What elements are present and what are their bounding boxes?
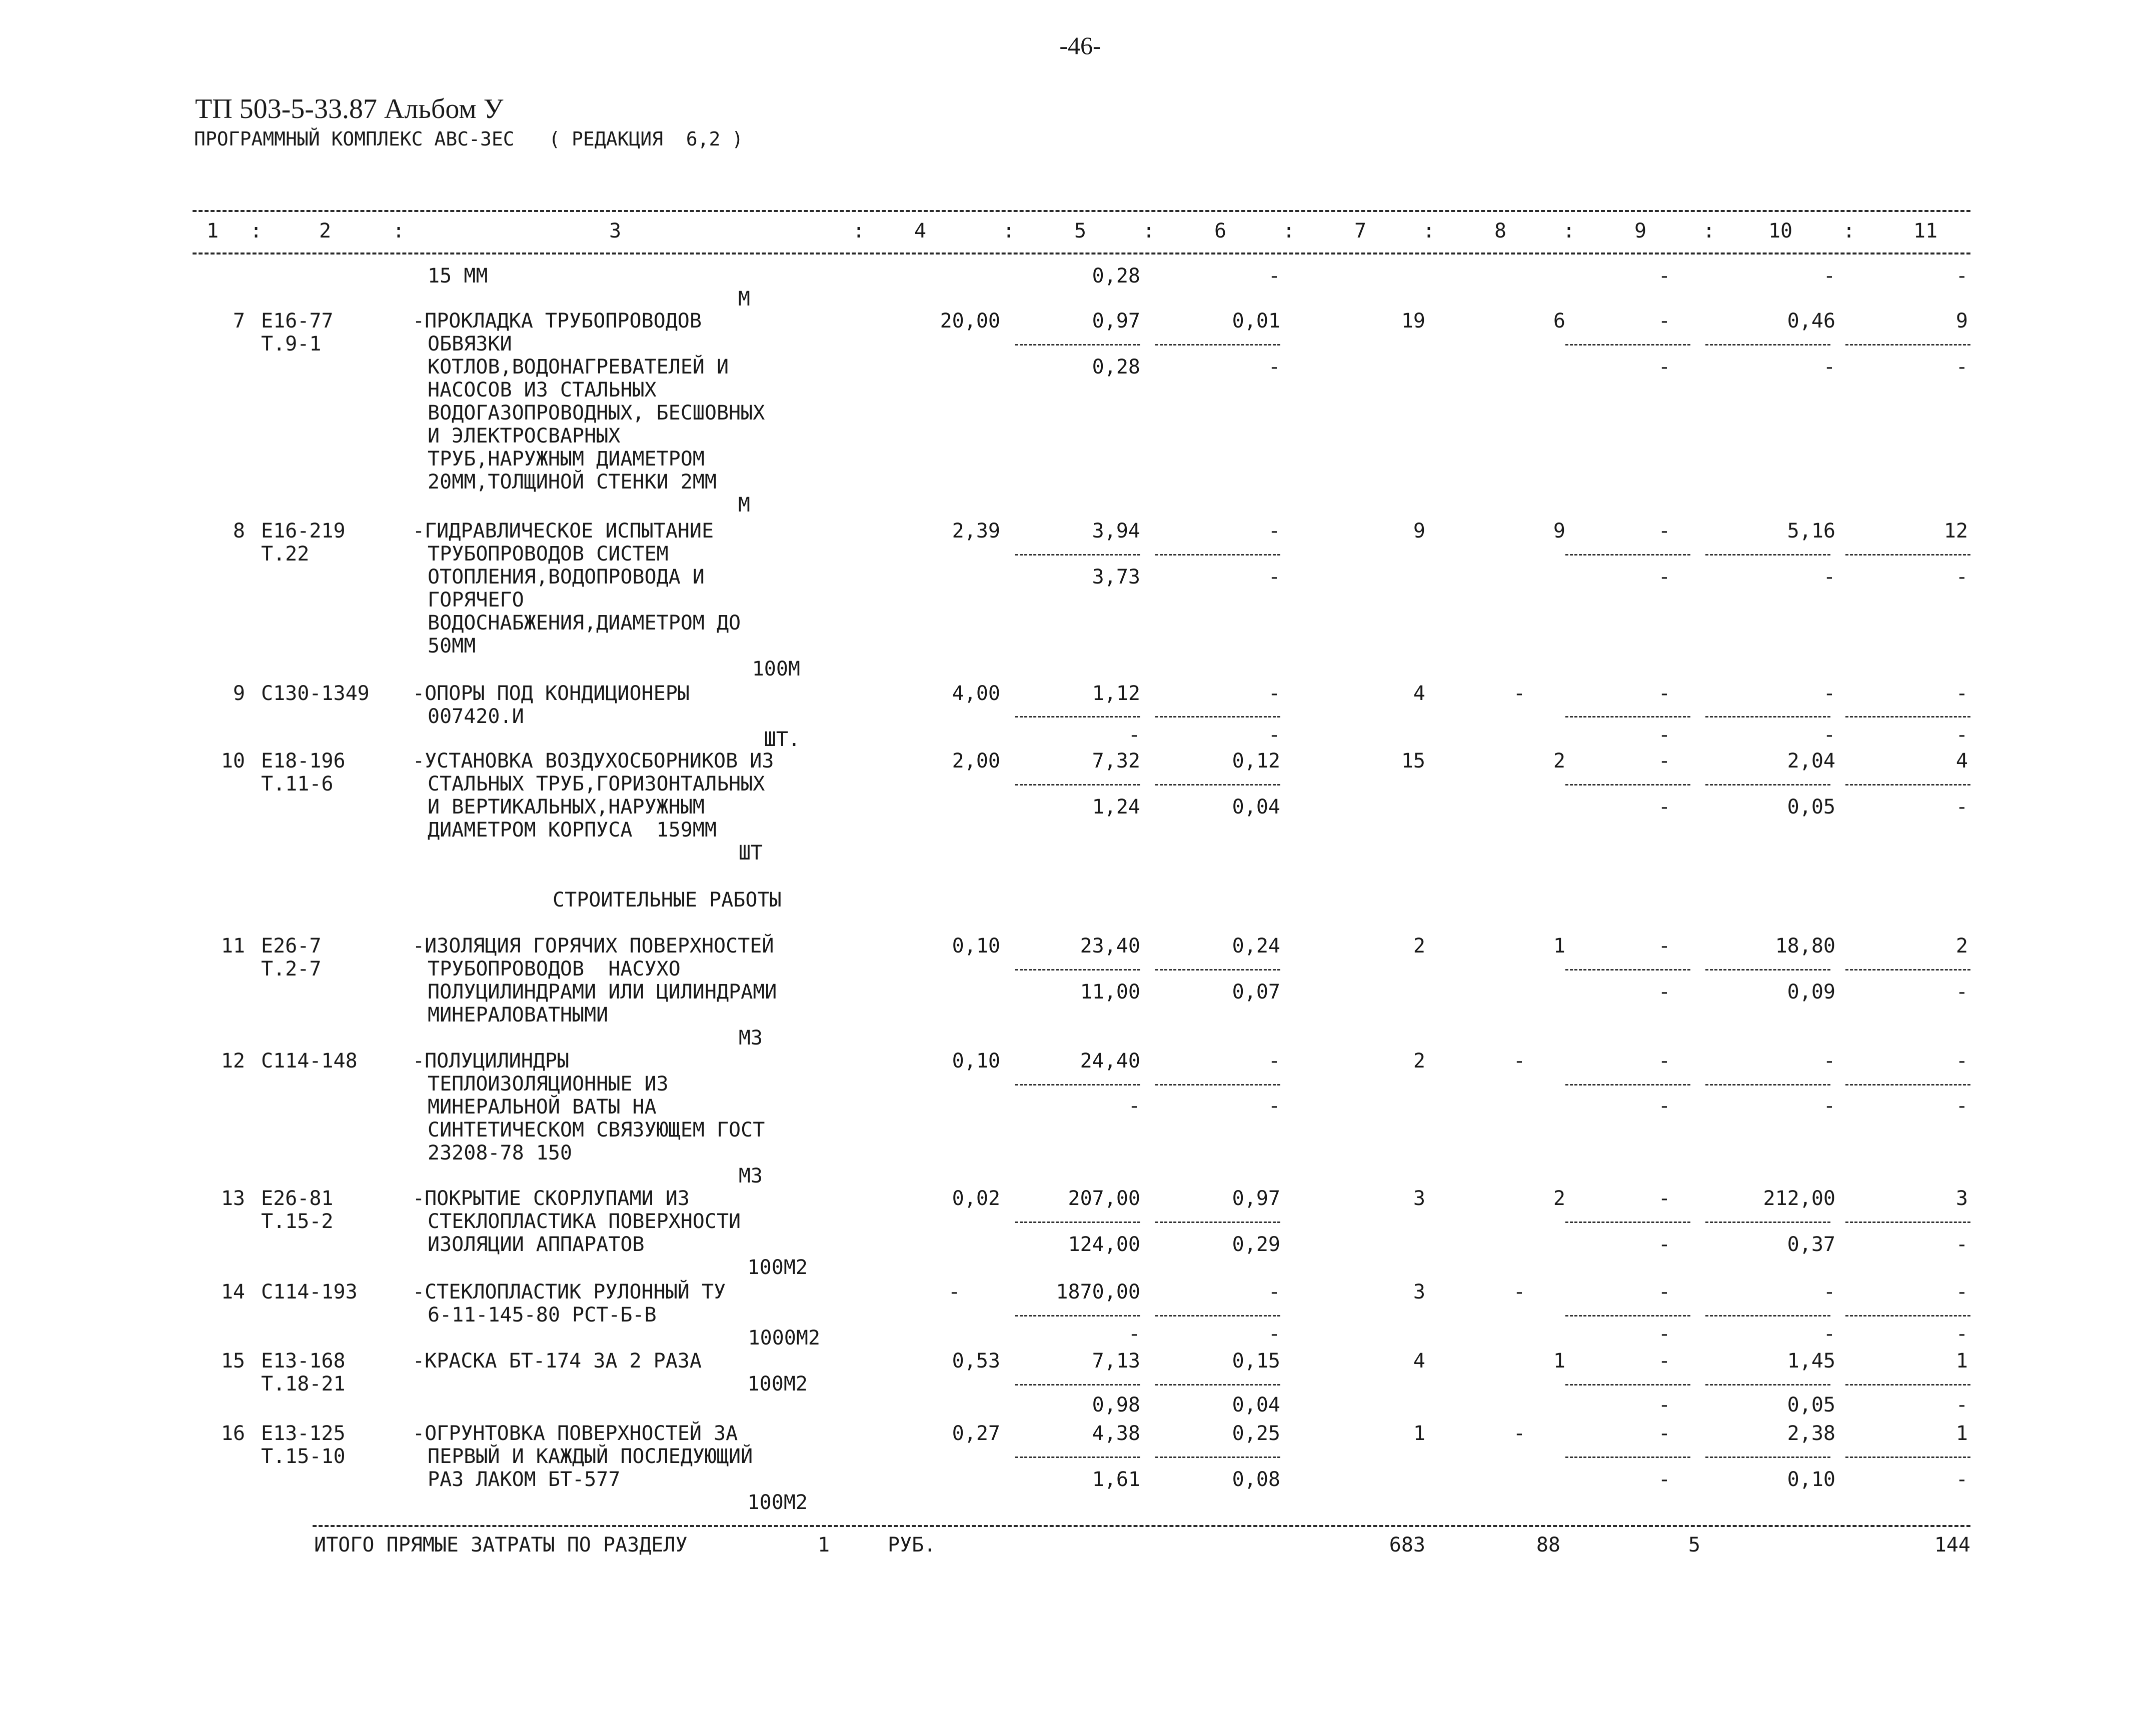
item-unit: М3 <box>738 1026 763 1050</box>
item-code: Т.9-1 <box>261 332 322 356</box>
cell-divider <box>1155 1315 1280 1316</box>
cell-col10: 0,46 <box>1787 310 1835 332</box>
cell-divider <box>1705 969 1830 970</box>
cell-divider <box>1845 1222 1970 1223</box>
cell-divider <box>1155 1084 1280 1086</box>
cell-col9: - <box>1658 1322 1670 1346</box>
cell-col4: 0,27 <box>952 1422 1000 1445</box>
cell-divider <box>1845 344 1970 346</box>
cell-col7: 3 <box>1413 1280 1425 1304</box>
cell-col5: 1,12 <box>1092 682 1140 705</box>
cell-col10: 212,00 <box>1763 1187 1835 1210</box>
cell-divider <box>1845 1315 1970 1316</box>
item-description-line: -СТЕКЛОПЛАСТИК РУЛОННЫЙ ТУ <box>413 1280 726 1304</box>
cell-col10: - <box>1823 566 1835 588</box>
cell-col5: 1,24 <box>1092 796 1140 818</box>
cell-divider <box>1565 1222 1690 1223</box>
cell-divider <box>1015 1315 1140 1316</box>
cell-col5: 0,28 <box>1092 356 1140 378</box>
cell-col6: 0,01 <box>1232 310 1280 332</box>
item-description-line: МИНЕРАЛЬНОЙ ВАТЫ НА <box>428 1096 657 1118</box>
header-top-rule <box>193 210 1970 212</box>
item-description-line: ВОДОГАЗОПРОВОДНЫХ, БЕСШОВНЫХ <box>428 402 765 424</box>
cell-col10: 0,05 <box>1787 796 1835 818</box>
item-code: Е18-196 <box>261 750 346 772</box>
cell-col7: 4 <box>1413 682 1425 705</box>
cell-col10: - <box>1823 724 1835 746</box>
cell-col7: 4 <box>1413 1350 1425 1372</box>
cell-divider <box>1705 1456 1830 1458</box>
cell-col4: 0,53 <box>952 1350 1000 1372</box>
cell-col11: - <box>1955 1322 1968 1346</box>
column-separator: : <box>250 220 263 242</box>
item-unit: ШТ <box>738 842 763 864</box>
cell-col6: 0,24 <box>1232 934 1280 958</box>
item-description-line: И ВЕРТИКАЛЬНЫХ,НАРУЖНЫМ <box>428 796 705 818</box>
cell-col11: - <box>1955 1050 1968 1072</box>
cell-divider <box>1015 344 1140 346</box>
cell-col10: 0,10 <box>1787 1468 1835 1491</box>
cell-col11: - <box>1955 980 1968 1004</box>
cell-col6: 0,08 <box>1232 1468 1280 1491</box>
cell-col5: 3,73 <box>1092 566 1140 588</box>
cell-col4: 0,10 <box>952 1050 1000 1072</box>
item-unit: 1000М2 <box>748 1326 820 1350</box>
item-description-line: ВОДОСНАБЖЕНИЯ,ДИАМЕТРОМ ДО <box>428 612 741 634</box>
cell-divider <box>1845 554 1970 556</box>
totals-col7: 683 <box>1389 1534 1425 1556</box>
column-separator: : <box>1283 220 1295 242</box>
cell-col10: 5,16 <box>1787 520 1835 542</box>
cell-col6: - <box>1268 356 1280 378</box>
cell-divider <box>1845 784 1970 786</box>
cell-divider <box>1705 784 1830 786</box>
cell-col6: 0,15 <box>1232 1350 1280 1372</box>
cell-col5: 11,00 <box>1080 980 1140 1004</box>
item-unit: М3 <box>738 1164 763 1188</box>
cell-col4: 0,10 <box>952 934 1000 958</box>
cell-col5: 0,98 <box>1092 1394 1140 1416</box>
cell-col11: - <box>1955 264 1968 288</box>
item-description-line: ОБВЯЗКИ <box>428 332 512 356</box>
cell-divider <box>1015 1456 1140 1458</box>
item-code: Е13-125 <box>261 1422 346 1445</box>
cell-col8: 2 <box>1553 750 1565 772</box>
cell-divider <box>1705 344 1830 346</box>
cell-divider <box>1845 969 1970 970</box>
page-number: -46- <box>1059 32 1101 60</box>
cell-divider <box>1015 554 1140 556</box>
cell-col5: 7,32 <box>1092 750 1140 772</box>
cell-col8: - <box>1513 1422 1525 1445</box>
cell-col6: 0,07 <box>1232 980 1280 1004</box>
cell-col9: - <box>1658 520 1670 542</box>
column-header-6: 6 <box>1214 220 1227 242</box>
item-description-line: ТРУБ,НАРУЖНЫМ ДИАМЕТРОМ <box>428 448 705 470</box>
item-code: Е16-219 <box>261 520 346 542</box>
item-description-line: ТРУБОПРОВОДОВ СИСТЕМ <box>428 542 669 566</box>
cell-divider <box>1705 1315 1830 1316</box>
column-header-3: 3 <box>609 220 622 242</box>
item-description-line: -ГИДРАВЛИЧЕСКОЕ ИСПЫТАНИЕ <box>413 520 714 542</box>
cell-col8: 9 <box>1553 520 1565 542</box>
cell-col11: 3 <box>1955 1187 1968 1210</box>
cell-col4: 4,00 <box>952 682 1000 705</box>
cell-divider <box>1565 716 1690 718</box>
item-code: С114-148 <box>261 1050 358 1072</box>
column-separator: : <box>393 220 405 242</box>
cell-col11: - <box>1955 724 1968 746</box>
item-unit: 100М <box>752 658 800 680</box>
cell-col6: - <box>1268 264 1280 288</box>
item-code: Т.22 <box>261 542 310 566</box>
item-description-line: НАСОСОВ ИЗ СТАЛЬНЫХ <box>428 378 657 402</box>
cell-col8: 6 <box>1553 310 1565 332</box>
cell-col9: - <box>1658 1187 1670 1210</box>
cell-col9: - <box>1658 934 1670 958</box>
item-description-line: 6-11-145-80 РСТ-Б-В <box>428 1304 657 1326</box>
cell-col6: - <box>1268 1094 1280 1118</box>
item-description-line: ГОРЯЧЕГО <box>428 588 524 612</box>
cell-col5: 3,94 <box>1092 520 1140 542</box>
cell-divider <box>1155 554 1280 556</box>
cell-col6: - <box>1268 520 1280 542</box>
column-header-10: 10 <box>1768 220 1793 242</box>
column-separator: : <box>1563 220 1575 242</box>
item-description-line: ПЕРВЫЙ И КАЖДЫЙ ПОСЛЕДУЮЩИЙ <box>428 1445 753 1468</box>
item-description-line: -УСТАНОВКА ВОЗДУХОСБОРНИКОВ ИЗ <box>413 750 774 772</box>
item-code: Е13-168 <box>261 1350 346 1372</box>
cell-col9: - <box>1658 1050 1670 1072</box>
item-description-line: ПОЛУЦИЛИНДРАМИ ИЛИ ЦИЛИНДРАМИ <box>428 980 777 1004</box>
item-description-line: ОТОПЛЕНИЯ,ВОДОПРОВОДА И <box>428 566 705 588</box>
cell-col5: 24,40 <box>1080 1050 1140 1072</box>
cell-col10: - <box>1823 1280 1835 1304</box>
cell-col6: - <box>1268 566 1280 588</box>
cell-divider <box>1155 784 1280 786</box>
cell-divider <box>1705 1222 1830 1223</box>
row-number: 14 <box>221 1280 245 1304</box>
cell-col9: - <box>1658 750 1670 772</box>
cell-col8: 1 <box>1553 1350 1565 1372</box>
totals-col9: 5 <box>1688 1534 1700 1556</box>
cell-col9: - <box>1658 1394 1670 1416</box>
cell-divider <box>1845 716 1970 718</box>
cell-col8: 1 <box>1553 934 1565 958</box>
cell-divider <box>1155 969 1280 970</box>
cell-col4: 20,00 <box>940 310 1000 332</box>
cell-divider <box>1565 1084 1690 1086</box>
cell-col7: 1 <box>1413 1422 1425 1445</box>
item-code: Т.18-21 <box>261 1372 346 1396</box>
item-description-line: ТЕПЛОИЗОЛЯЦИОННЫЕ ИЗ <box>428 1072 669 1096</box>
cell-col9: - <box>1658 356 1670 378</box>
item-description-line: 20ММ,ТОЛЩИНОЙ СТЕНКИ 2ММ <box>428 470 717 494</box>
row-number: 15 <box>221 1350 245 1372</box>
cell-col11: - <box>1955 682 1968 705</box>
cell-col9: - <box>1658 980 1670 1004</box>
cell-col10: - <box>1823 1322 1835 1346</box>
column-separator: : <box>1143 220 1155 242</box>
totals-section-number: 1 <box>818 1534 830 1556</box>
cell-col9: - <box>1658 1280 1670 1304</box>
cell-col5: 124,00 <box>1068 1233 1140 1256</box>
cell-divider <box>1565 784 1690 786</box>
cell-col5: 0,97 <box>1092 310 1140 332</box>
totals-col8: 88 <box>1536 1534 1560 1556</box>
item-code: Т.2-7 <box>261 958 322 980</box>
column-header-5: 5 <box>1074 220 1087 242</box>
item-description-line: ТРУБОПРОВОДОВ НАСУХО <box>428 958 681 980</box>
cell-col10: 1,45 <box>1787 1350 1835 1372</box>
cell-col11: - <box>1955 1280 1968 1304</box>
item-unit: 100М2 <box>747 1491 808 1514</box>
item-description-line: ДИАМЕТРОМ КОРПУСА 159ММ <box>428 818 717 842</box>
column-separator: : <box>1843 220 1855 242</box>
cell-col8: - <box>1513 682 1525 705</box>
column-header-11: 11 <box>1913 220 1938 242</box>
cell-col9: - <box>1658 310 1670 332</box>
cell-col10: - <box>1823 356 1835 378</box>
cell-col5: 23,40 <box>1080 934 1140 958</box>
cell-col10: - <box>1823 682 1835 705</box>
cell-col10: 2,04 <box>1787 750 1835 772</box>
item-unit: ШТ. <box>764 728 800 751</box>
item-description-line: МИНЕРАЛОВАТНЫМИ <box>428 1004 609 1026</box>
item-description-line: 15 ММ <box>428 264 488 288</box>
cell-divider <box>1015 1084 1140 1086</box>
item-description-line: -ПРОКЛАДКА ТРУБОПРОВОДОВ <box>413 310 702 332</box>
item-description-line: -ИЗОЛЯЦИЯ ГОРЯЧИХ ПОВЕРХНОСТЕЙ <box>413 934 774 958</box>
cell-col5: - <box>1128 1322 1140 1346</box>
cell-divider <box>1015 784 1140 786</box>
item-code: Е26-81 <box>261 1187 334 1210</box>
cell-divider <box>1565 1384 1690 1386</box>
cell-col6: 0,12 <box>1232 750 1280 772</box>
cell-col9: - <box>1658 1233 1670 1256</box>
item-description-line: ИЗОЛЯЦИИ АППАРАТОВ <box>428 1233 645 1256</box>
cell-divider <box>1565 344 1690 346</box>
item-description-line: -ПОКРЫТИЕ СКОРЛУПАМИ ИЗ <box>413 1187 690 1210</box>
cell-col9: - <box>1658 1422 1670 1445</box>
column-separator: : <box>1703 220 1715 242</box>
totals-currency: РУБ. <box>888 1534 936 1556</box>
cell-col10: - <box>1823 1050 1835 1072</box>
cell-col7: 2 <box>1413 1050 1425 1072</box>
cell-col11: 1 <box>1955 1350 1968 1372</box>
cell-col7: 15 <box>1401 750 1425 772</box>
cell-divider <box>1565 969 1690 970</box>
item-description-line: -ОПОРЫ ПОД КОНДИЦИОНЕРЫ <box>413 682 690 705</box>
cell-divider <box>1155 716 1280 718</box>
cell-divider <box>1565 1315 1690 1316</box>
cell-divider <box>1845 1456 1970 1458</box>
row-number: 8 <box>233 520 245 542</box>
column-separator: : <box>853 220 865 242</box>
cell-col11: - <box>1955 1233 1968 1256</box>
cell-col10: 0,37 <box>1787 1233 1835 1256</box>
cell-col11: - <box>1955 356 1968 378</box>
column-separator: : <box>1003 220 1015 242</box>
cell-col11: - <box>1955 1094 1968 1118</box>
cell-col4: 2,00 <box>952 750 1000 772</box>
cell-col5: - <box>1128 1094 1140 1118</box>
item-description-line: -ПОЛУЦИЛИНДРЫ <box>413 1050 570 1072</box>
document-title: ТП 503-5-33.87 Альбом У <box>195 94 504 124</box>
cell-col11: - <box>1955 566 1968 588</box>
totals-label: ИТОГО ПРЯМЫЕ ЗАТРАТЫ ПО РАЗДЕЛУ <box>314 1534 688 1556</box>
item-description-line: -ОГРУНТОВКА ПОВЕРХНОСТЕЙ ЗА <box>413 1422 738 1445</box>
cell-col9: - <box>1658 1468 1670 1491</box>
item-code: Т.11-6 <box>261 772 334 796</box>
cell-divider <box>1015 716 1140 718</box>
cell-col11: 12 <box>1943 520 1968 542</box>
cell-divider <box>1155 1456 1280 1458</box>
cell-col6: - <box>1268 1280 1280 1304</box>
item-unit: 100М2 <box>747 1372 808 1396</box>
cell-col5: 7,13 <box>1092 1350 1140 1372</box>
cell-divider <box>1705 1384 1830 1386</box>
column-separator: : <box>1423 220 1435 242</box>
cell-col5: 207,00 <box>1068 1187 1140 1210</box>
item-code: Т.15-10 <box>261 1445 346 1468</box>
cell-col5: 1,61 <box>1092 1468 1140 1491</box>
cell-col6: - <box>1268 724 1280 746</box>
cell-col10: - <box>1823 264 1835 288</box>
cell-col9: - <box>1658 264 1670 288</box>
cell-col8: 2 <box>1553 1187 1565 1210</box>
header-bottom-rule <box>193 252 1970 254</box>
cell-col4: 2,39 <box>952 520 1000 542</box>
cell-divider <box>1565 554 1690 556</box>
cell-divider <box>1845 1084 1970 1086</box>
totals-col11: 144 <box>1934 1534 1970 1556</box>
row-number: 16 <box>221 1422 245 1445</box>
item-description-line: И ЭЛЕКТРОСВАРНЫХ <box>428 424 621 448</box>
item-description-line: 23208-78 150 <box>428 1142 572 1164</box>
cell-col7: 2 <box>1413 934 1425 958</box>
cell-col4: 0,02 <box>952 1187 1000 1210</box>
cell-col11: - <box>1955 1394 1968 1416</box>
cell-col11: - <box>1955 796 1968 818</box>
row-number: 13 <box>221 1187 245 1210</box>
section-heading: СТРОИТЕЛЬНЫЕ РАБОТЫ <box>553 888 782 912</box>
cell-divider <box>1015 969 1140 970</box>
cell-col11: 1 <box>1955 1422 1968 1445</box>
item-code: Е26-7 <box>261 934 322 958</box>
item-description-line: 007420.И <box>428 705 524 728</box>
item-description-line: СИНТЕТИЧЕСКОМ СВЯЗУЮЩЕМ ГОСТ <box>428 1118 765 1142</box>
item-description-line: -КРАСКА БТ-174 ЗА 2 РАЗА <box>413 1350 702 1372</box>
cell-divider <box>1155 344 1280 346</box>
cell-col5: 1870,00 <box>1056 1280 1140 1304</box>
cell-col11: - <box>1955 1468 1968 1491</box>
row-number: 7 <box>233 310 245 332</box>
column-header-2: 2 <box>319 220 332 242</box>
cell-divider <box>1155 1384 1280 1386</box>
item-unit: М <box>738 288 750 310</box>
cell-col8: - <box>1513 1050 1525 1072</box>
item-description-line: СТАЛЬНЫХ ТРУБ,ГОРИЗОНТАЛЬНЫХ <box>428 772 765 796</box>
cell-col9: - <box>1658 566 1670 588</box>
item-code: С130-1349 <box>261 682 370 705</box>
cell-divider <box>1015 1384 1140 1386</box>
cell-col11: 9 <box>1955 310 1968 332</box>
cell-col6: - <box>1268 1322 1280 1346</box>
cell-col9: - <box>1658 796 1670 818</box>
item-unit: 100М2 <box>747 1256 808 1279</box>
column-header-1: 1 <box>206 220 219 242</box>
cell-divider <box>1705 1084 1830 1086</box>
row-number: 9 <box>233 682 245 705</box>
column-header-8: 8 <box>1494 220 1507 242</box>
column-header-7: 7 <box>1354 220 1367 242</box>
row-number: 12 <box>221 1050 245 1072</box>
column-header-4: 4 <box>914 220 927 242</box>
cell-col9: - <box>1658 724 1670 746</box>
item-unit: М <box>738 494 750 516</box>
cell-col6: 0,04 <box>1232 796 1280 818</box>
row-number: 11 <box>221 934 245 958</box>
cell-col9: - <box>1658 1350 1670 1372</box>
totals-top-rule <box>313 1525 1970 1527</box>
item-description-line: РАЗ ЛАКОМ БТ-577 <box>428 1468 621 1491</box>
cell-col6: 0,25 <box>1232 1422 1280 1445</box>
item-code: Е16-77 <box>261 310 334 332</box>
cell-col8: - <box>1513 1280 1525 1304</box>
cell-col7: 19 <box>1401 310 1425 332</box>
cell-col7: 9 <box>1413 520 1425 542</box>
cell-col10: - <box>1823 1094 1835 1118</box>
cell-divider <box>1015 1222 1140 1223</box>
cell-divider <box>1155 1222 1280 1223</box>
cell-col9: - <box>1658 682 1670 705</box>
cell-col4: - <box>948 1280 960 1304</box>
cell-col11: 4 <box>1955 750 1968 772</box>
item-description-line: КОТЛОВ,ВОДОНАГРЕВАТЕЛЕЙ И <box>428 356 729 378</box>
item-description-line: 50ММ <box>428 634 476 658</box>
cell-divider <box>1705 716 1830 718</box>
cell-col10: 2,38 <box>1787 1422 1835 1445</box>
cell-col5: 0,28 <box>1092 264 1140 288</box>
cell-col6: 0,97 <box>1232 1187 1280 1210</box>
cell-col6: 0,04 <box>1232 1394 1280 1416</box>
cell-divider <box>1705 554 1830 556</box>
cell-col6: 0,29 <box>1232 1233 1280 1256</box>
row-number: 10 <box>221 750 245 772</box>
cell-divider <box>1845 1384 1970 1386</box>
document-subtitle: ПРОГРАММНЫЙ КОМПЛЕКС АВС-3ЕС ( РЕДАКЦИЯ 6,2 ) <box>194 128 744 150</box>
cell-col5: - <box>1128 724 1140 746</box>
item-code: Т.15-2 <box>261 1210 334 1233</box>
item-description-line: СТЕКЛОПЛАСТИКА ПОВЕРХНОСТИ <box>428 1210 741 1233</box>
cell-col6: - <box>1268 1050 1280 1072</box>
cell-divider <box>1565 1456 1690 1458</box>
cell-col6: - <box>1268 682 1280 705</box>
cell-col7: 3 <box>1413 1187 1425 1210</box>
cell-col11: 2 <box>1955 934 1968 958</box>
column-header-9: 9 <box>1634 220 1647 242</box>
cell-col9: - <box>1658 1094 1670 1118</box>
item-code: С114-193 <box>261 1280 358 1304</box>
cell-col10: 18,80 <box>1775 934 1835 958</box>
cell-col5: 4,38 <box>1092 1422 1140 1445</box>
cell-col10: 0,05 <box>1787 1394 1835 1416</box>
cell-col10: 0,09 <box>1787 980 1835 1004</box>
